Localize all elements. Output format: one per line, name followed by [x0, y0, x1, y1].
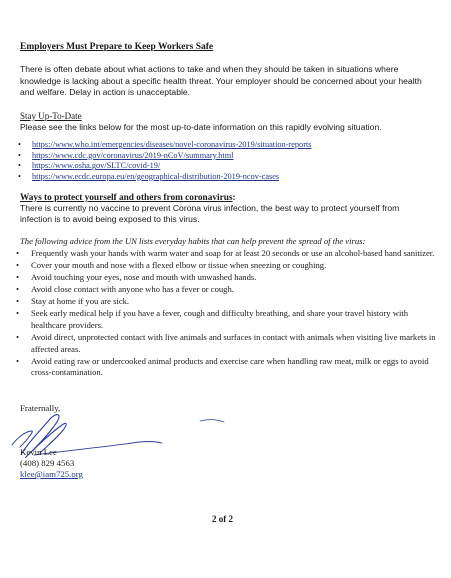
bullet-icon: •	[16, 272, 20, 283]
osha-link[interactable]: https://www.osha.gov/SLTC/covid-19/	[32, 161, 161, 171]
advice-text: Frequently wash your hands with warm water and soap for at least 20 seconds or use an alcohol-based hand sanitizer.	[31, 248, 435, 258]
list-item	[16, 248, 436, 260]
page-number: 2 of 2	[212, 514, 233, 524]
bullet-icon: •	[18, 150, 21, 160]
protect-heading-row	[20, 193, 236, 203]
list-item	[18, 161, 312, 172]
list-item	[16, 272, 436, 284]
bullet-icon: •	[16, 284, 20, 295]
bullet-icon: •	[18, 140, 21, 149]
bullet-icon: •	[16, 296, 20, 307]
advice-intro: The following advice from the UN lists everyday habits that can help prevent the spread of the virus:	[20, 236, 366, 246]
stay-up-to-date-heading: Stay Up-To-Date	[20, 111, 82, 121]
signer-name: Kevin Lee	[20, 447, 57, 457]
advice-text: Avoid direct, unprotected contact with live animals and surfaces in contact with animals when visiting live markets in affected areas.	[31, 332, 436, 354]
signer-phone: (408) 829 4563	[20, 458, 75, 468]
ecdc-link[interactable]: https://www.ecdc.europa.eu/en/geographical-distribution-2019-ncov-cases	[32, 171, 280, 181]
advice-text: Avoid close contact with anyone who has a fever or cough.	[31, 284, 234, 295]
advice-list	[16, 248, 436, 379]
document-title: Employers Must Prepare to Keep Workers Safe	[20, 42, 214, 52]
advice-text: Avoid touching your eyes, nose and mouth with unwashed hands.	[31, 272, 257, 283]
protect-paragraph: There is currently no vaccine to prevent Corona virus infection, the best way to protect yourself from infection is to avoid being exposed to this virus.	[20, 203, 400, 225]
resource-links-list	[18, 140, 312, 182]
cdc-link[interactable]: https://www.cdc.gov/coronavirus/2019-nCoV/summary.html	[32, 150, 234, 160]
protect-heading-colon: :	[232, 193, 236, 203]
list-item	[18, 172, 312, 183]
list-item	[18, 140, 312, 151]
list-item	[16, 308, 436, 331]
bullet-icon: •	[16, 260, 20, 271]
list-item	[16, 356, 436, 379]
bullet-icon: •	[16, 248, 20, 258]
list-item	[18, 151, 312, 162]
links-intro-text: Please see the links below for the most up-to-date information on this rapidly evolving situation.	[20, 122, 382, 132]
protect-heading: Ways to protect yourself and others from coronavirus	[20, 193, 233, 203]
advice-text: Cover your mouth and nose with a flexed elbow or tissue when sneezing or coughing.	[31, 260, 327, 271]
bullet-icon: •	[16, 355, 20, 366]
signer-email-link[interactable]: klee@iam725.org	[20, 469, 83, 479]
list-item	[16, 260, 436, 272]
bullet-icon: •	[18, 171, 21, 181]
advice-text: Seek early medical help if you have a fever, cough and difficulty breathing, and share your travel history with healthcare providers.	[31, 308, 409, 330]
advice-text: Stay at home if you are sick.	[31, 296, 130, 307]
list-item	[16, 296, 436, 308]
bullet-icon: •	[16, 332, 20, 343]
bullet-icon: •	[16, 308, 20, 319]
list-item	[16, 284, 436, 296]
advice-text: Avoid eating raw or undercooked animal products and exercise care when handling raw meat, milk or eggs to avoid cross-contamination.	[31, 355, 429, 378]
intro-paragraph: There is often debate about what actions to take and when they should be taken in situations where knowledge is lacking about a specific health threat. Your employer should be concerned about your health and welfare. Delay in action is unacceptable.	[20, 64, 422, 98]
closing-line: Fraternally,	[20, 403, 61, 413]
list-item	[16, 332, 436, 355]
who-link[interactable]: https://www.who.int/emergencies/diseases/novel-coronavirus-2019/situation-reports	[32, 140, 312, 149]
bullet-icon: •	[18, 161, 21, 171]
